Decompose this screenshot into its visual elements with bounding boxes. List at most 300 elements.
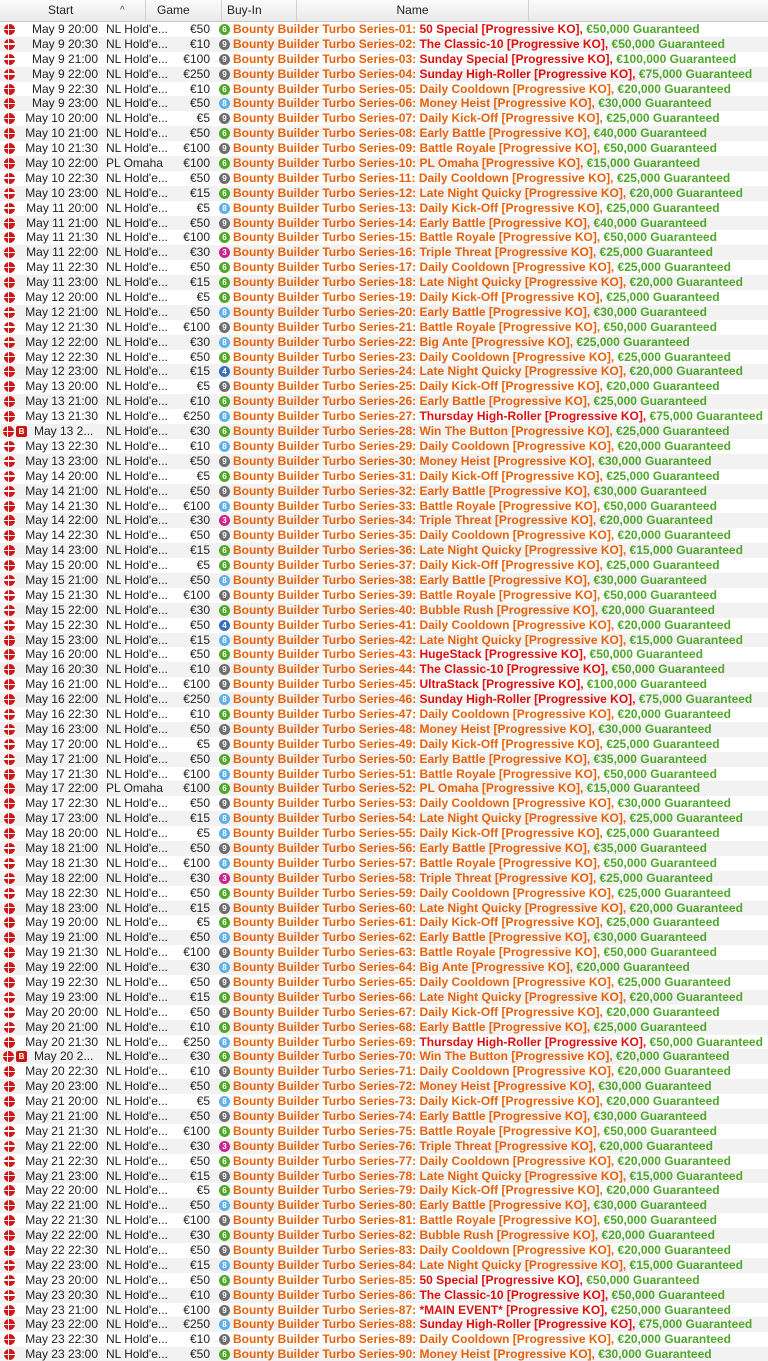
table-row[interactable]	[0, 52, 768, 67]
table-row[interactable]	[0, 707, 768, 722]
tournament-type-icon	[4, 769, 15, 780]
tournament-type-icon	[4, 858, 15, 869]
game-cell: NL Hold'e...	[106, 319, 168, 334]
name-cell	[233, 737, 720, 752]
table-row[interactable]	[0, 1258, 768, 1273]
table-row[interactable]	[0, 350, 768, 365]
table-row[interactable]	[0, 1317, 768, 1332]
name-cell	[233, 379, 720, 394]
table-row[interactable]	[0, 1064, 768, 1079]
table-row[interactable]	[0, 781, 768, 796]
buyin-cell: €15	[189, 900, 210, 915]
badge-icon: 6	[219, 1126, 230, 1137]
event-title: Sunday Special [Progressive KO],	[419, 51, 617, 66]
start-cell: May 17 23:00	[25, 811, 98, 826]
tournament-type-icon	[4, 1096, 15, 1107]
game-cell: NL Hold'e...	[106, 275, 168, 290]
start-cell: May 14 21:30	[25, 498, 98, 513]
tournament-type-icon	[4, 1215, 15, 1226]
table-row[interactable]	[0, 22, 768, 37]
table-row[interactable]	[0, 186, 768, 201]
table-row[interactable]	[0, 841, 768, 856]
bounty-b-icon: B	[16, 426, 27, 437]
buyin-cell: €50	[189, 349, 210, 364]
table-row[interactable]	[0, 528, 768, 543]
badge-icon: 8	[219, 1037, 230, 1048]
column-header-start[interactable]	[0, 0, 146, 21]
series-prefix: Bounty Builder Turbo Series-59:	[233, 885, 420, 900]
table-row[interactable]	[0, 767, 768, 782]
buyin-cell: €30	[189, 334, 210, 349]
event-title: Late Night Quicky [Progressive KO],	[419, 1257, 630, 1272]
name-cell	[233, 1213, 717, 1228]
buyin-cell: €50	[189, 617, 210, 632]
series-prefix: Bounty Builder Turbo Series-05:	[233, 81, 420, 96]
start-cell: May 23 21:00	[25, 1302, 98, 1317]
event-title: Daily Kick-Off [Progressive KO],	[419, 1094, 607, 1109]
table-row[interactable]	[0, 960, 768, 975]
game-cell: NL Hold'e...	[106, 36, 168, 51]
table-row[interactable]	[0, 990, 768, 1005]
tournament-type-icon	[4, 739, 15, 750]
start-cell: May 12 22:30	[25, 349, 98, 364]
start-cell: May 12 21:00	[25, 304, 98, 319]
event-title: Thursday High-Roller [Progressive KO],	[419, 409, 650, 424]
name-cell	[233, 633, 743, 648]
tournament-type-icon	[3, 1051, 14, 1062]
buyin-cell: €15	[189, 632, 210, 647]
table-row[interactable]	[0, 1228, 768, 1243]
guarantee-amount: €75,000 Guaranteed	[638, 1317, 753, 1332]
game-cell: NL Hold'e...	[106, 81, 168, 96]
name-cell	[233, 811, 743, 826]
buyin-cell: €30	[189, 513, 210, 528]
badge-icon: 6	[219, 545, 230, 556]
guarantee-amount: €20,000 Guaranteed	[599, 1138, 713, 1153]
badge-icon: 3	[219, 873, 230, 884]
start-cell: May 19 22:30	[25, 975, 98, 989]
table-row[interactable]	[0, 439, 768, 454]
tournament-type-icon	[4, 262, 15, 273]
table-row[interactable]	[0, 1183, 768, 1198]
badge-icon: 8	[219, 575, 230, 586]
table-row[interactable]	[0, 1288, 768, 1303]
tournament-type-icon	[4, 1245, 15, 1256]
series-prefix: Bounty Builder Turbo Series-24:	[233, 364, 420, 379]
name-cell	[233, 752, 707, 767]
table-row[interactable]	[0, 499, 768, 514]
column-header-game[interactable]	[146, 0, 222, 21]
game-cell: NL Hold'e...	[106, 662, 168, 677]
game-cell: NL Hold'e...	[106, 796, 168, 811]
guarantee-amount: €25,000 Guaranteed	[617, 349, 731, 364]
tournament-type-icon	[4, 932, 15, 943]
table-row[interactable]	[0, 1035, 768, 1050]
buyin-cell: €50	[189, 1347, 210, 1361]
event-title: Triple Threat [Progressive KO],	[419, 513, 600, 528]
game-cell: NL Hold'e...	[106, 1094, 168, 1109]
guarantee-amount: €75,000 Guaranteed	[638, 692, 753, 707]
tournament-type-icon	[4, 232, 15, 243]
guarantee-amount: €20,000 Guaranteed	[617, 1153, 731, 1168]
table-row[interactable]	[0, 737, 768, 752]
table-row[interactable]	[0, 469, 768, 484]
tournament-type-icon	[4, 218, 15, 229]
table-row[interactable]	[0, 454, 768, 469]
name-cell	[233, 781, 700, 796]
start-cell: May 21 22:00	[25, 1138, 98, 1153]
buyin-cell: €50	[189, 453, 210, 468]
game-cell: NL Hold'e...	[106, 1064, 168, 1079]
tournament-type-icon	[4, 560, 15, 571]
event-title: Daily Cooldown [Progressive KO],	[419, 975, 618, 989]
event-title: Daily Cooldown [Progressive KO],	[419, 706, 618, 721]
table-row[interactable]	[0, 1198, 768, 1213]
table-row[interactable]	[0, 171, 768, 186]
series-prefix: Bounty Builder Turbo Series-84:	[233, 1257, 420, 1272]
table-row[interactable]	[0, 826, 768, 841]
start-cell: May 16 21:00	[25, 677, 98, 692]
tournament-type-icon	[4, 709, 15, 720]
guarantee-amount: €30,000 Guaranteed	[593, 483, 707, 498]
series-prefix: Bounty Builder Turbo Series-71:	[233, 1064, 420, 1079]
table-row[interactable]	[0, 1154, 768, 1169]
table-row[interactable]	[0, 484, 768, 499]
series-prefix: Bounty Builder Turbo Series-46:	[233, 692, 420, 707]
tournament-type-icon	[4, 143, 15, 154]
table-row[interactable]	[0, 37, 768, 52]
game-cell: NL Hold'e...	[106, 1317, 168, 1332]
table-row[interactable]	[0, 1303, 768, 1318]
table-row[interactable]	[0, 1139, 768, 1154]
start-cell: May 14 21:00	[25, 483, 98, 498]
table-row[interactable]	[0, 930, 768, 945]
name-cell	[233, 260, 731, 275]
table-row[interactable]	[0, 201, 768, 216]
event-title: Daily Kick-Off [Progressive KO],	[419, 468, 607, 483]
series-prefix: Bounty Builder Turbo Series-13:	[233, 200, 420, 215]
buyin-cell: €30	[189, 1138, 210, 1153]
guarantee-amount: €20,000 Guaranteed	[629, 900, 743, 915]
game-cell: NL Hold'e...	[106, 1183, 168, 1198]
table-row[interactable]	[0, 558, 768, 573]
buyin-cell: €30	[189, 245, 210, 260]
table-row[interactable]	[0, 603, 768, 618]
name-cell	[233, 111, 720, 126]
table-row[interactable]	[0, 364, 768, 379]
table-row[interactable]	[0, 230, 768, 245]
event-title: 50 Special [Progressive KO],	[419, 22, 587, 36]
table-row[interactable]	[0, 245, 768, 260]
badge-icon: 9	[219, 679, 230, 690]
game-cell: NL Hold'e...	[106, 245, 168, 260]
game-cell: NL Hold'e...	[106, 498, 168, 513]
table-row[interactable]	[0, 1049, 768, 1064]
tournament-type-icon	[4, 441, 15, 452]
series-prefix: Bounty Builder Turbo Series-55:	[233, 826, 420, 841]
badge-icon: 6	[219, 471, 230, 482]
column-header-name[interactable]	[297, 0, 529, 21]
table-row[interactable]	[0, 424, 768, 439]
badge-icon: 6	[219, 709, 230, 720]
start-cell: May 15 22:00	[25, 602, 98, 617]
name-cell	[233, 454, 712, 469]
table-row[interactable]	[0, 647, 768, 662]
buyin-cell: €100	[183, 1123, 210, 1138]
column-header-bar	[0, 0, 768, 22]
badge-icon: 9	[219, 381, 230, 392]
event-title: Early Battle [Progressive KO],	[419, 1109, 594, 1124]
guarantee-amount: €50,000 Guaranteed	[603, 855, 717, 870]
guarantee-amount: €15,000 Guaranteed	[586, 781, 701, 796]
guarantee-amount: €20,000 Guaranteed	[599, 513, 713, 528]
table-row[interactable]	[0, 1005, 768, 1020]
table-row[interactable]	[0, 1213, 768, 1228]
table-row[interactable]	[0, 1020, 768, 1035]
table-row[interactable]	[0, 1109, 768, 1124]
guarantee-amount: €30,000 Guaranteed	[593, 930, 707, 945]
buyin-cell: €100	[183, 230, 210, 245]
table-row[interactable]	[0, 677, 768, 692]
game-cell: NL Hold'e...	[106, 1123, 168, 1138]
start-cell: May 15 21:00	[25, 572, 98, 587]
table-row[interactable]	[0, 573, 768, 588]
tournament-type-icon	[4, 1171, 15, 1182]
name-cell	[233, 618, 731, 633]
name-cell	[233, 1317, 752, 1332]
table-row[interactable]	[0, 543, 768, 558]
buyin-cell: €100	[183, 319, 210, 334]
tournament-type-icon	[4, 649, 15, 660]
table-row[interactable]	[0, 915, 768, 930]
badge-icon: 9	[219, 1305, 230, 1316]
guarantee-amount: €25,000 Guaranteed	[606, 915, 720, 930]
buyin-cell: €50	[189, 930, 210, 945]
badge-icon: 9	[219, 1290, 230, 1301]
guarantee-amount: €20,000 Guaranteed	[616, 1049, 730, 1064]
guarantee-amount: €20,000 Guaranteed	[629, 989, 743, 1004]
start-cell: May 11 20:00	[26, 200, 98, 215]
name-cell	[233, 409, 763, 424]
table-row[interactable]	[0, 692, 768, 707]
game-cell: NL Hold'e...	[106, 885, 168, 900]
badge-icon: 9	[219, 322, 230, 333]
start-cell: May 13 21:30	[25, 409, 98, 424]
tournament-type-icon	[4, 128, 15, 139]
badge-icon: 6	[219, 1349, 230, 1360]
table-row[interactable]	[0, 796, 768, 811]
series-prefix: Bounty Builder Turbo Series-29:	[233, 438, 420, 453]
game-cell: NL Hold'e...	[106, 587, 168, 602]
series-prefix: Bounty Builder Turbo Series-03:	[233, 51, 420, 66]
badge-icon: 9	[219, 54, 230, 65]
column-header-buyin[interactable]	[222, 0, 297, 21]
name-cell	[233, 1139, 713, 1154]
event-title: Early Battle [Progressive KO],	[419, 215, 594, 230]
buyin-cell: €15	[189, 275, 210, 290]
name-cell	[233, 364, 743, 379]
guarantee-amount: €25,000 Guaranteed	[616, 170, 731, 185]
column-header-buyin-label: Buy-In	[227, 3, 262, 17]
table-row[interactable]	[0, 394, 768, 409]
tournament-type-icon	[4, 888, 15, 899]
buyin-cell: €30	[189, 1049, 210, 1064]
event-title: Early Battle [Progressive KO],	[419, 930, 594, 945]
start-cell: May 19 21:00	[25, 930, 98, 945]
badge-icon: 8	[219, 1260, 230, 1271]
guarantee-amount: €20,000 Guaranteed	[617, 1064, 731, 1079]
name-cell	[233, 186, 743, 201]
buyin-cell: €5	[196, 558, 210, 573]
table-row[interactable]	[0, 1332, 768, 1347]
table-row[interactable]	[0, 379, 768, 394]
buyin-cell: €100	[183, 1302, 210, 1317]
series-prefix: Bounty Builder Turbo Series-43:	[233, 647, 420, 662]
series-prefix: Bounty Builder Turbo Series-04:	[233, 66, 420, 81]
table-row[interactable]	[0, 260, 768, 275]
table-row[interactable]	[0, 1094, 768, 1109]
table-row[interactable]	[0, 752, 768, 767]
series-prefix: Bounty Builder Turbo Series-22:	[233, 334, 420, 349]
event-title: Daily Cooldown [Progressive KO],	[419, 349, 618, 364]
buyin-cell: €50	[189, 1198, 210, 1213]
badge-icon: 8	[219, 694, 230, 705]
table-row[interactable]	[0, 1169, 768, 1184]
series-prefix: Bounty Builder Turbo Series-06:	[233, 96, 420, 111]
table-row[interactable]	[0, 1273, 768, 1288]
start-cell: May 10 23:00	[25, 185, 98, 200]
event-title: Daily Kick-Off [Progressive KO],	[419, 826, 607, 841]
tournament-type-icon	[4, 590, 15, 601]
table-row[interactable]	[0, 588, 768, 603]
table-row[interactable]	[0, 662, 768, 677]
name-cell	[233, 1183, 720, 1198]
table-row[interactable]	[0, 513, 768, 528]
tournament-type-icon	[4, 679, 15, 690]
name-cell	[233, 1273, 700, 1288]
start-cell: May 16 20:30	[25, 662, 98, 677]
event-title: Daily Kick-Off [Progressive KO],	[419, 1183, 607, 1198]
start-cell: May 10 21:00	[25, 126, 98, 141]
name-cell	[233, 1258, 743, 1273]
guarantee-amount: €25,000 Guaranteed	[606, 290, 720, 305]
game-cell: NL Hold'e...	[106, 840, 168, 855]
badge-icon: 6	[219, 1081, 230, 1092]
event-title: Daily Cooldown [Progressive KO],	[419, 528, 618, 543]
table-row[interactable]	[0, 67, 768, 82]
table-row[interactable]	[0, 111, 768, 126]
table-row[interactable]	[0, 141, 768, 156]
guarantee-amount: €20,000 Guaranteed	[606, 379, 720, 394]
table-row[interactable]	[0, 290, 768, 305]
tournament-type-icon	[4, 545, 15, 556]
table-row[interactable]	[0, 409, 768, 424]
name-cell	[233, 588, 717, 603]
game-cell: NL Hold'e...	[106, 215, 168, 230]
event-title: Battle Royale [Progressive KO],	[419, 230, 604, 245]
series-prefix: Bounty Builder Turbo Series-67:	[233, 1004, 420, 1019]
start-cell: May 11 23:00	[26, 275, 98, 290]
badge-icon: 6	[219, 232, 230, 243]
name-cell	[233, 528, 731, 543]
table-row[interactable]	[0, 856, 768, 871]
table-row[interactable]	[0, 1124, 768, 1139]
bounty-b-icon: B	[16, 1051, 27, 1062]
guarantee-amount: €25,000 Guaranteed	[606, 200, 720, 215]
table-row[interactable]	[0, 275, 768, 290]
table-row[interactable]	[0, 1347, 768, 1361]
table-row[interactable]	[0, 216, 768, 231]
sort-ascending-icon: ^	[120, 5, 125, 16]
game-cell: NL Hold'e...	[106, 230, 168, 245]
table-row[interactable]	[0, 618, 768, 633]
event-title: Late Night Quicky [Progressive KO],	[419, 811, 630, 826]
table-row[interactable]	[0, 811, 768, 826]
event-title: Win The Button [Progressive KO],	[419, 1049, 617, 1064]
table-row[interactable]	[0, 1243, 768, 1258]
tournament-type-icon	[4, 1305, 15, 1316]
table-row[interactable]	[0, 305, 768, 320]
buyin-cell: €100	[183, 51, 210, 66]
badge-icon: 3	[219, 515, 230, 526]
table-row[interactable]	[0, 320, 768, 335]
badge-icon: 6	[219, 560, 230, 571]
name-cell	[233, 216, 707, 231]
table-row[interactable]	[0, 156, 768, 171]
start-cell: May 23 20:30	[25, 1287, 98, 1302]
event-title: Daily Cooldown [Progressive KO],	[419, 438, 618, 453]
event-title: Early Battle [Progressive KO],	[419, 126, 594, 141]
name-cell	[233, 484, 707, 499]
name-cell	[233, 290, 720, 305]
column-header-game-label: Game	[157, 3, 190, 17]
table-row[interactable]	[0, 1079, 768, 1094]
table-row[interactable]	[0, 335, 768, 350]
series-prefix: Bounty Builder Turbo Series-73:	[233, 1094, 420, 1109]
name-cell	[233, 52, 736, 67]
table-row[interactable]	[0, 886, 768, 901]
guarantee-amount: €20,000 Guaranteed	[617, 706, 731, 721]
name-cell	[233, 1169, 743, 1184]
guarantee-amount: €250,000 Guaranteed	[610, 1302, 731, 1317]
start-cell: May 13 21:00	[25, 394, 98, 409]
table-row[interactable]	[0, 945, 768, 960]
buyin-cell: €10	[189, 36, 210, 51]
guarantee-amount: €20,000 Guaranteed	[606, 1094, 720, 1109]
table-row[interactable]	[0, 82, 768, 97]
table-row[interactable]	[0, 96, 768, 111]
event-title: Early Battle [Progressive KO],	[419, 1019, 594, 1034]
table-row[interactable]	[0, 633, 768, 648]
tournament-type-icon	[4, 411, 15, 422]
table-row[interactable]	[0, 871, 768, 886]
table-row[interactable]	[0, 126, 768, 141]
guarantee-amount: €50,000 Guaranteed	[603, 1213, 717, 1228]
table-row[interactable]	[0, 975, 768, 990]
game-cell: NL Hold'e...	[106, 200, 168, 215]
name-cell	[233, 647, 703, 662]
start-cell: May 16 23:00	[25, 721, 98, 736]
badge-icon: 9	[219, 486, 230, 497]
event-title: Daily Kick-Off [Progressive KO],	[419, 558, 607, 573]
badge-icon: 8	[219, 813, 230, 824]
series-prefix: Bounty Builder Turbo Series-82:	[233, 1228, 420, 1243]
series-prefix: Bounty Builder Turbo Series-07:	[233, 111, 420, 126]
guarantee-amount: €25,000 Guaranteed	[617, 885, 731, 900]
table-row[interactable]	[0, 722, 768, 737]
game-cell: NL Hold'e...	[106, 751, 168, 766]
table-row[interactable]	[0, 901, 768, 916]
